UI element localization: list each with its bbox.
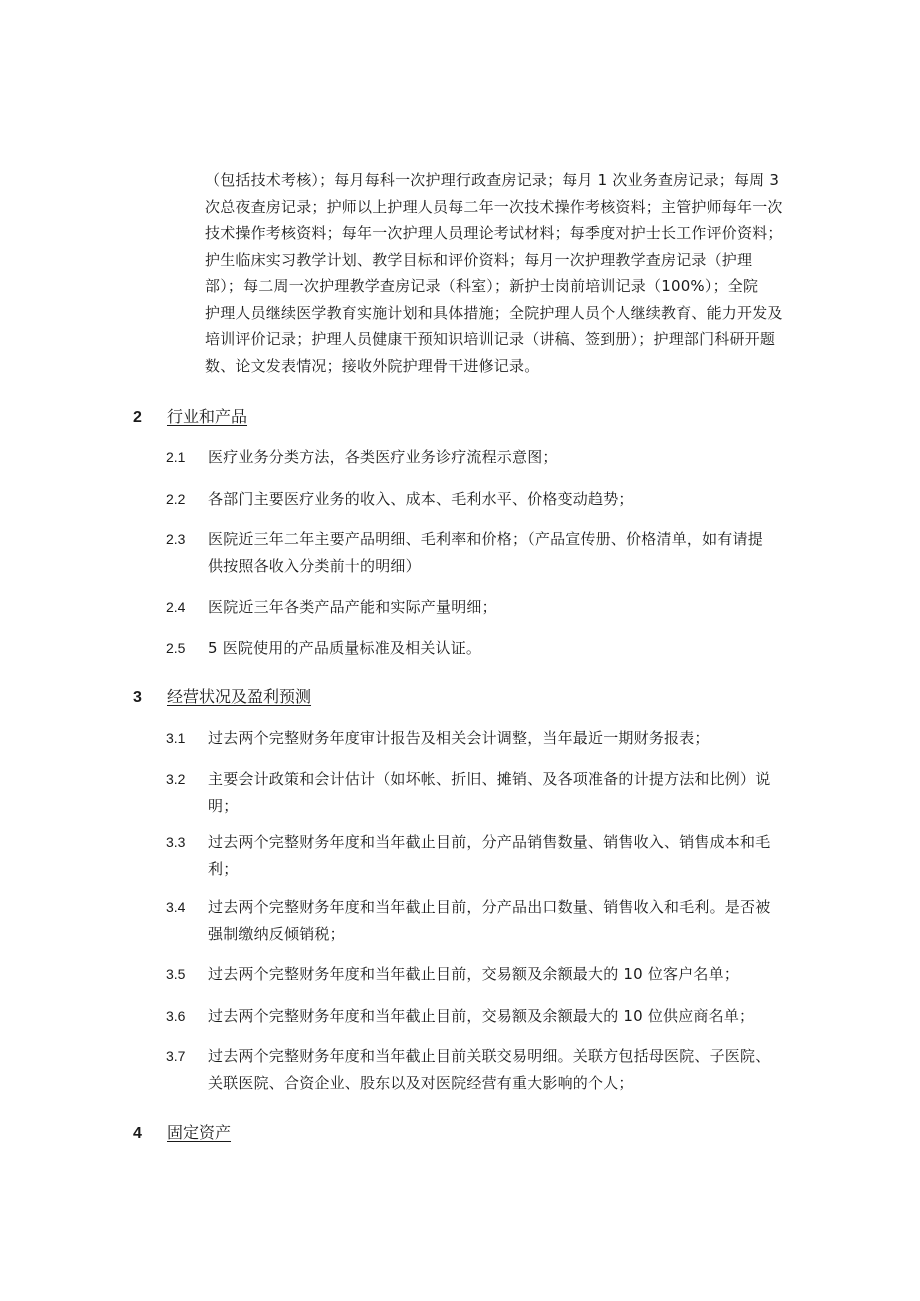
- item-text: [208, 829, 770, 882]
- item-text: [208, 594, 497, 621]
- section-title: 行业和产品: [167, 407, 248, 426]
- item-number: 2.1: [166, 449, 186, 465]
- item-line: 主要会计政策和会计估计（如坏帐、折旧、摊销、及各项准备的计提方法和比例）说: [208, 770, 771, 788]
- item-number: 3.6: [166, 1008, 186, 1024]
- item-number: 3.5: [166, 966, 186, 982]
- item-line: 供按照各收入分类前十的明细）: [208, 556, 421, 575]
- item-text: [208, 635, 481, 662]
- section-title: 经营状况及盈利预测: [167, 687, 312, 706]
- item-number: 3.4: [166, 899, 186, 915]
- intro-line: （包括技术考核）；每月每科一次护理行政查房记录；每月 1 次业务查房记录；每周 3: [205, 171, 780, 189]
- item-text: [208, 444, 558, 471]
- intro-line: 次总夜查房记录；护师以上护理人员每二年一次技术操作考核资料；主管护师每年一次: [205, 197, 783, 216]
- intro-line: 护生临床实习教学计划、教学目标和评价资料；每月一次护理教学查房记录（护理: [205, 250, 753, 269]
- item-line: 过去两个完整财务年度和当年截止目前，交易额及余额最大的 10 位供应商名单；: [208, 1007, 755, 1025]
- item-line: 各部门主要医疗业务的收入、成本、毛利水平、价格变动趋势；: [208, 490, 634, 508]
- item-text: [208, 526, 763, 579]
- item-number: 2.5: [166, 640, 186, 656]
- item-line: 5 医院使用的产品质量标准及相关认证。: [208, 639, 482, 657]
- item-number: 3.1: [166, 730, 186, 746]
- item-number: 3.7: [166, 1048, 186, 1064]
- item-line: 明；: [208, 796, 239, 815]
- intro-line: 部）；每二周一次护理教学查房记录（科室）；新护士岗前培训记录（100%）；全院: [205, 277, 759, 295]
- item-line: 医院近三年各类产品产能和实际产量明细；: [208, 598, 497, 616]
- item-text: [208, 1043, 770, 1096]
- item-text: [208, 725, 710, 752]
- section-number: 3: [133, 689, 142, 706]
- item-line: 关联医院、合资企业、股东以及对医院经营有重大影响的个人；: [208, 1073, 634, 1092]
- section-heading-industry-products: [133, 404, 247, 427]
- section-number: 2: [133, 409, 142, 426]
- item-line: 强制缴纳反倾销税；: [208, 924, 345, 943]
- item-line: 医院近三年二年主要产品明细、毛利率和价格；（产品宣传册、价格清单，如有请提: [208, 530, 763, 548]
- item-line: 医疗业务分类方法，各类医疗业务诊疗流程示意图；: [208, 448, 558, 466]
- item-number: 2.4: [166, 599, 186, 615]
- intro-line: 培训评价记录；护理人员健康干预知识培训记录（讲稿、签到册）；护理部门科研开题: [205, 330, 776, 348]
- item-number: 2.2: [166, 491, 186, 507]
- item-line: 利；: [208, 859, 239, 878]
- item-line: 过去两个完整财务年度和当年截止目前，分产品销售数量、销售收入、销售成本和毛: [208, 833, 771, 851]
- intro-paragraph: [205, 167, 795, 379]
- item-line: 过去两个完整财务年度和当年截止目前，交易额及余额最大的 10 位客户名单；: [208, 965, 740, 983]
- item-number: 3.2: [166, 771, 186, 787]
- item-text: [208, 894, 770, 947]
- section-title: 固定资产: [167, 1123, 232, 1142]
- item-line: 过去两个完整财务年度审计报告及相关会计调整，当年最近一期财务报表；: [208, 729, 710, 747]
- item-text: [208, 961, 739, 988]
- item-line: 过去两个完整财务年度和当年截止目前，分产品出口数量、销售收入和毛利。是否被: [208, 898, 771, 916]
- section-heading-operations-forecast: [133, 684, 311, 707]
- intro-line: 技术操作考核资料；每年一次护理人员理论考试材料；每季度对护士长工作评价资料；: [205, 224, 783, 242]
- item-text: [208, 1003, 754, 1030]
- intro-line: 数、论文发表情况；接收外院护理骨干进修记录。: [205, 356, 540, 375]
- section-number: 4: [133, 1125, 142, 1142]
- section-heading-fixed-assets: [133, 1120, 231, 1143]
- item-line: 过去两个完整财务年度和当年截止目前关联交易明细。关联方包括母医院、子医院、: [208, 1047, 771, 1065]
- intro-line: 护理人员继续医学教育实施计划和具体措施；全院护理人员个人继续教育、能力开发及: [205, 303, 783, 322]
- item-text: [208, 486, 634, 513]
- item-text: [208, 766, 770, 819]
- item-number: 2.3: [166, 531, 186, 547]
- item-number: 3.3: [166, 834, 186, 850]
